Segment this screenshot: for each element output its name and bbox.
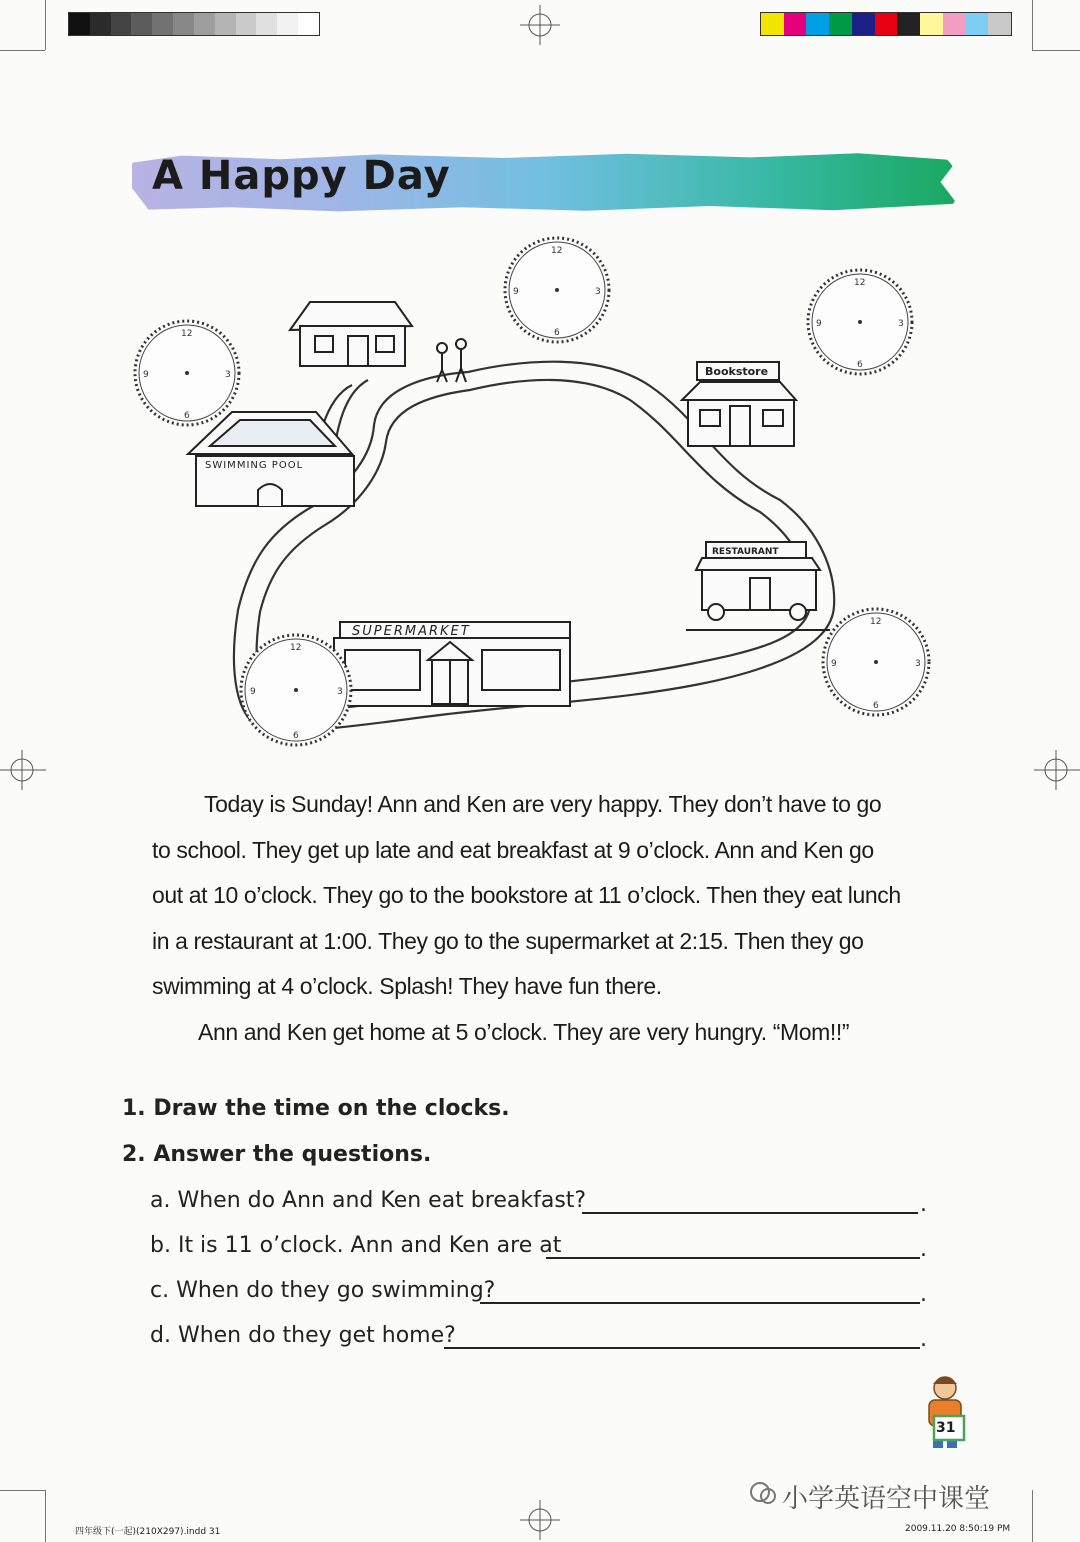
- story-line: in a restaurant at 1:00. They go to the supermarket at 2:15. Then they go: [152, 927, 864, 954]
- answer-blank-c[interactable]: [480, 1302, 920, 1304]
- svg-text:9: 9: [513, 287, 519, 297]
- task-answer-questions: 2. Answer the questions.: [122, 1142, 432, 1167]
- swimming-pool-building: [188, 412, 354, 506]
- svg-text:12: 12: [290, 643, 302, 653]
- home-house: [290, 302, 412, 366]
- footer-file-info: 四年级下(一起)(210X297).indd 31: [75, 1527, 221, 1537]
- svg-text:6: 6: [293, 731, 299, 741]
- restaurant-sign: RESTAURANT: [712, 547, 779, 557]
- registration-mark-bottom: [520, 1500, 560, 1540]
- answer-blank-a[interactable]: [582, 1212, 918, 1214]
- clock-face-bookstore: [808, 270, 912, 374]
- story-passage: [152, 782, 952, 1055]
- watermark-text: 小学英语空中课堂: [782, 1484, 991, 1514]
- answer-blank-b[interactable]: [546, 1257, 920, 1259]
- page-number: 31: [936, 1420, 956, 1436]
- svg-text:6: 6: [184, 411, 190, 421]
- pool-sign: SWIMMING POOL: [205, 460, 304, 471]
- svg-text:9: 9: [831, 659, 837, 669]
- question-c: c. When do they go swimming?: [150, 1278, 496, 1303]
- svg-text:12: 12: [854, 278, 866, 288]
- answer-blank-d[interactable]: [444, 1347, 920, 1349]
- question-a: a. When do Ann and Ken eat breakfast?: [150, 1188, 587, 1213]
- supermarket-sign: SUPERMARKET: [352, 624, 471, 639]
- svg-text:12: 12: [551, 246, 563, 256]
- story-line: to school. They get up late and eat breakfast at 9 o’clock. Ann and Ken go: [152, 836, 874, 863]
- svg-text:9: 9: [143, 370, 149, 380]
- svg-text:6: 6: [873, 701, 879, 711]
- footer-timestamp: 2009.11.20 8:50:19 PM: [905, 1524, 1011, 1534]
- question-b: b. It is 11 o’clock. Ann and Ken are at: [150, 1233, 562, 1258]
- crop-mark: [1032, 0, 1033, 50]
- town-map-illustration: [120, 225, 950, 760]
- svg-text:9: 9: [816, 319, 822, 329]
- svg-text:12: 12: [870, 617, 882, 627]
- wechat-icon: [748, 1478, 778, 1508]
- story-line: out at 10 o’clock. They go to the bookstore at 11 o’clock. Then they eat lunch: [152, 882, 901, 908]
- bookstore-sign: Bookstore: [705, 365, 769, 378]
- story-line: swimming at 4 o’clock. Splash! They have fun there.: [152, 973, 662, 999]
- svg-text:3: 3: [225, 370, 231, 380]
- crop-mark: [1032, 1490, 1033, 1542]
- clock-face-supermarket: [241, 635, 351, 745]
- question-d: d. When do they get home?: [150, 1323, 456, 1348]
- task-draw-time: 1. Draw the time on the clocks.: [122, 1096, 510, 1121]
- story-line: Ann and Ken get home at 5 o’clock. They are very hungry. “Mom!!”: [198, 1018, 850, 1045]
- svg-text:3: 3: [595, 287, 601, 297]
- story-line: Today is Sunday! Ann and Ken are very happy. They don’t have to go: [204, 791, 882, 817]
- crop-mark: [0, 1490, 45, 1491]
- period: .: [920, 1237, 927, 1262]
- svg-text:3: 3: [915, 659, 921, 669]
- svg-text:9: 9: [250, 687, 256, 697]
- period: .: [920, 1192, 927, 1217]
- period: .: [920, 1327, 927, 1352]
- registration-mark-left: [0, 750, 46, 790]
- registration-mark-top: [520, 5, 560, 45]
- clock-face-house: [505, 238, 609, 342]
- crop-mark: [0, 50, 45, 51]
- boy-mascot-icon: [915, 1372, 977, 1454]
- crop-mark: [45, 0, 46, 50]
- grey-calibration-strip: [68, 12, 320, 36]
- svg-text:3: 3: [898, 319, 904, 329]
- crop-mark: [45, 1490, 46, 1542]
- crop-mark: [1032, 50, 1080, 51]
- svg-text:3: 3: [337, 687, 343, 697]
- clock-face-restaurant: [823, 609, 929, 715]
- svg-text:12: 12: [181, 329, 193, 339]
- svg-text:6: 6: [554, 328, 560, 338]
- color-calibration-strip: [760, 12, 1012, 36]
- svg-text:6: 6: [857, 360, 863, 370]
- clock-face-pool: [135, 321, 239, 425]
- registration-mark-right: [1034, 750, 1080, 790]
- page-title: A Happy Day: [152, 153, 451, 199]
- period: .: [920, 1282, 927, 1307]
